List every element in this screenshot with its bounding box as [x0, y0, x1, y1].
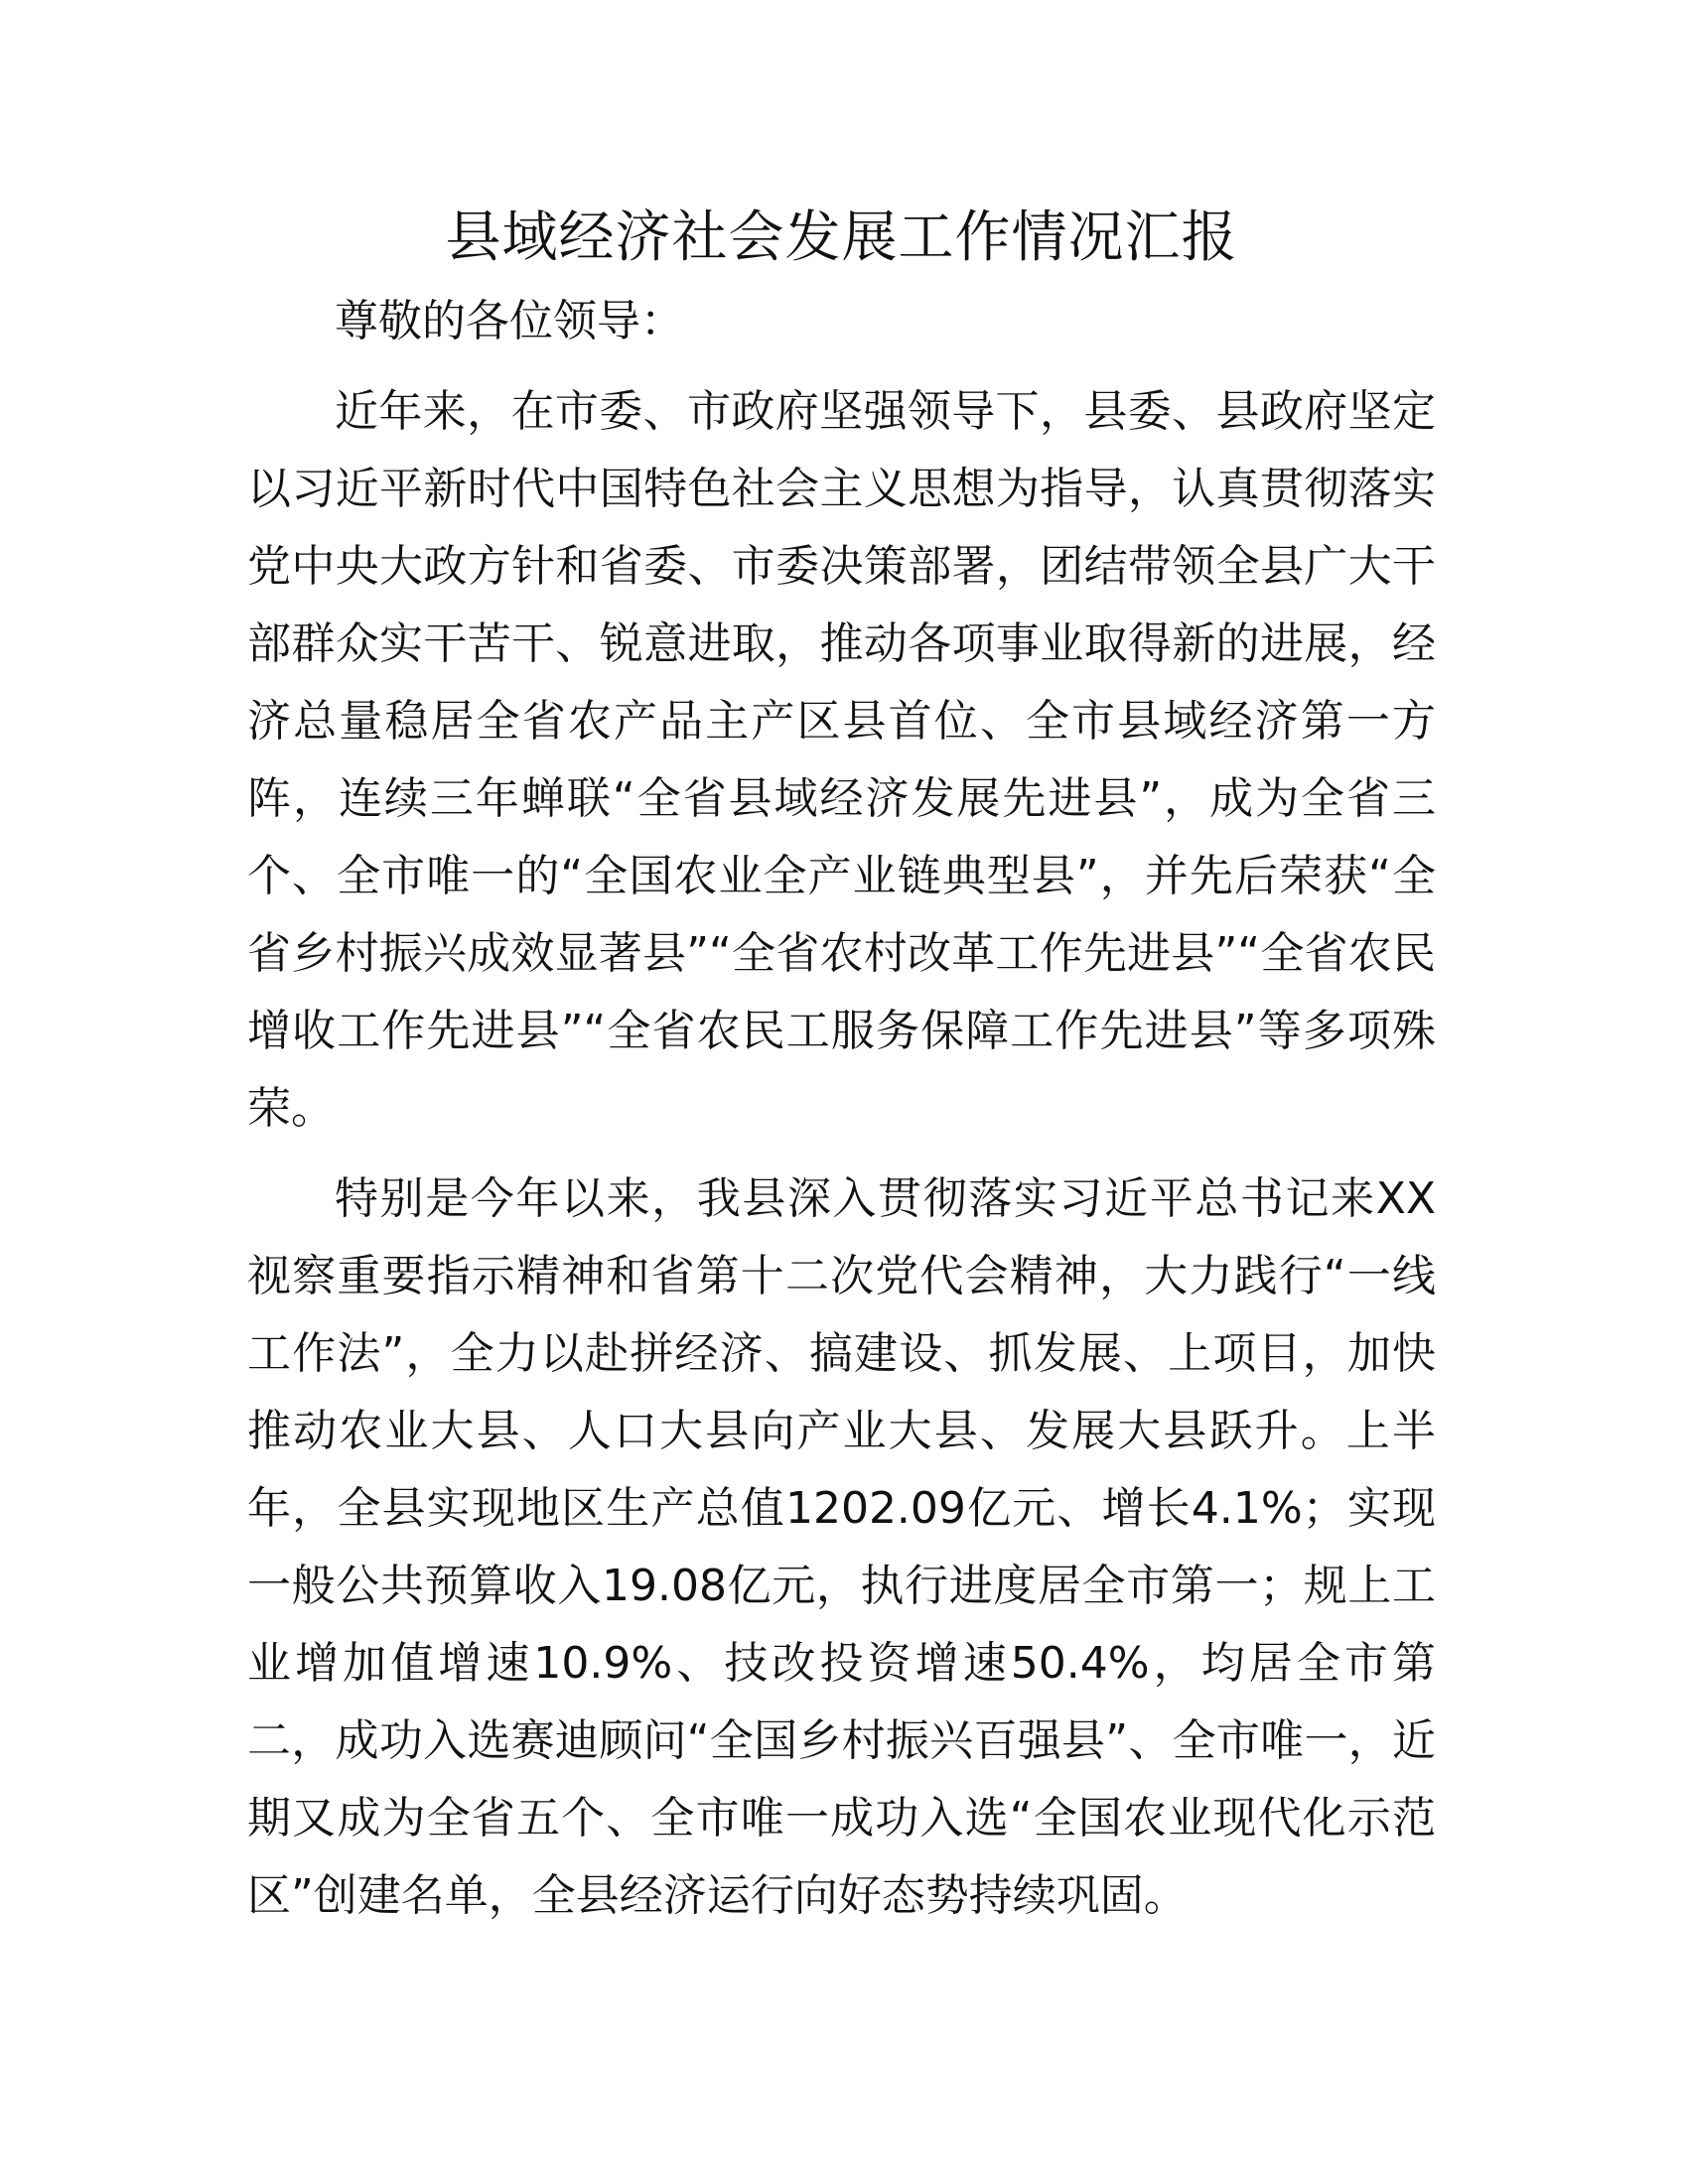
paragraph-2: 特别是今年以来，我县深入贯彻落实习近平总书记来XX视察重要指示精神和省第十二次党代会精神，大力践行“一线工作法”，全力以赴拼经济、搞建设、抓发展、上项目，加快推动农业大县、人口大县向产业大县、发展大县跃升。上半年，全县实现地区生产总值1202.09亿元、增长4.1%；实现一般公共预算收入19.08亿元，执行进度居全市第一；规上工业增加值增速10.9%、技改投资增速50.4%，均居全市第二，成功入选赛迪顾问“全国乡村振兴百强县”、全市唯一，近期又成为全省五个、全市唯一成功入选“全国农业现代化示范区”创建名单，全县经济运行向好态势持续巩固。 — [247, 1173, 1436, 1921]
document-title: 县域经济社会发展工作情况汇报 — [445, 205, 1238, 270]
document-body — [247, 194, 1436, 1948]
paragraph-1: 近年来，在市委、市政府坚强领导下，县委、县政府坚定以习近平新时代中国特色社会主义思想为指导，认真贯彻落实党中央大政方针和省委、市委决策部署，团结带领全县广大干部群众实干苦干、锐意进取，推动各项事业取得新的进展，经济总量稳居全省农产品主产区县首位、全市县域经济第一方阵，连续三年蝉联“全省县域经济发展先进县”，成为全省三个、全市唯一的“全国农业全产业链典型县”，并先后荣获“全省乡村振兴成效显著县”“全省农村改革工作先进县”“全省农民增收工作先进县”“全省农民工服务保障工作先进县”等多项殊荣。 — [247, 386, 1436, 1134]
salutation: 尊敬的各位领导： — [335, 296, 684, 346]
